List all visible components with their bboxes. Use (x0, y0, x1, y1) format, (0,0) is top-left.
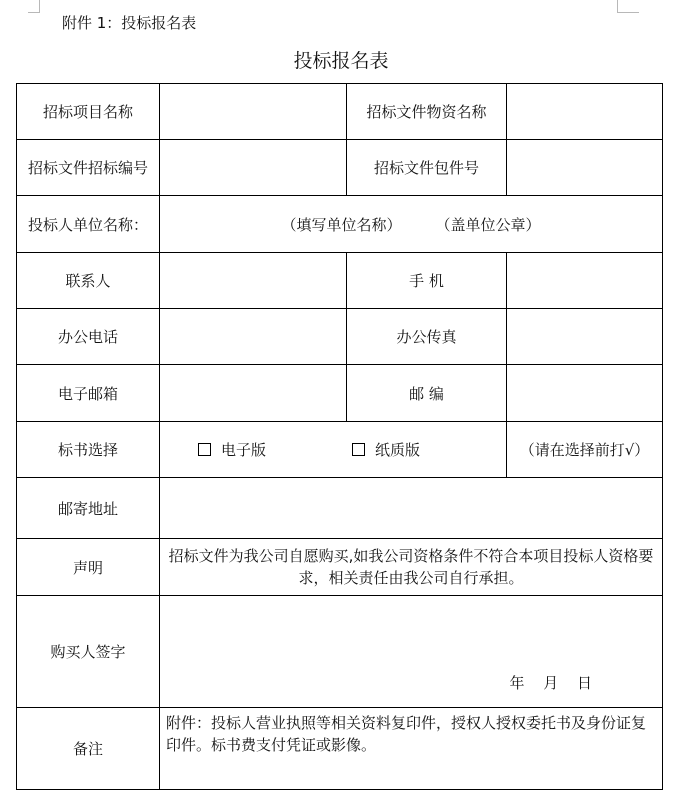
doc-package-field[interactable] (507, 140, 663, 196)
annex-label: 附件 1：投标报名表 (62, 14, 197, 32)
table-row (17, 140, 663, 196)
doc-number-label: 招标文件招标编号 (17, 140, 160, 196)
table-row (17, 196, 663, 253)
option-paper-label: 纸质版 (375, 441, 421, 459)
remarks-label: 备注 (17, 708, 160, 790)
option-electronic[interactable] (198, 439, 266, 460)
crop-mark-top-left-vertical (39, 0, 40, 12)
bidder-hint-seal: （盖单位公章） (435, 215, 541, 234)
bid-format-label: 标书选择 (17, 422, 160, 478)
table-row (17, 422, 663, 478)
table-row (17, 365, 663, 422)
postcode-label: 邮 编 (347, 365, 507, 422)
table-row (17, 253, 663, 309)
choice-hint: （请在选择前打√） (507, 422, 663, 478)
contact-label: 联系人 (17, 253, 160, 309)
mail-address-field[interactable] (160, 478, 663, 539)
signature-label: 购买人签字 (17, 596, 160, 708)
doc-package-label: 招标文件包件号 (347, 140, 507, 196)
signature-field[interactable] (160, 596, 663, 708)
option-electronic-label: 电子版 (221, 441, 267, 459)
project-name-field[interactable] (160, 84, 347, 140)
mobile-field[interactable] (507, 253, 663, 309)
email-label: 电子邮箱 (17, 365, 160, 422)
bidder-hint-fill: （填写单位名称） (281, 215, 402, 234)
signature-date: 年 月 日 (509, 674, 592, 692)
postcode-field[interactable] (507, 365, 663, 422)
crop-mark-top-left-horizontal (28, 12, 40, 13)
form-title: 投标报名表 (293, 50, 389, 72)
doc-material-label: 招标文件物资名称 (347, 84, 507, 140)
bidder-name-label: 投标人单位名称： (17, 196, 160, 253)
electronic-checkbox[interactable] (198, 443, 211, 456)
email-field[interactable] (160, 365, 347, 422)
table-row (17, 708, 663, 790)
statement-label: 声明 (17, 539, 160, 596)
table-row (17, 84, 663, 140)
registration-form-table (16, 83, 663, 790)
remarks-text: 附件：投标人营业执照等相关资料复印件，授权人授权委托书及身份证复印件。标书费支付凭证或影像。 (160, 708, 663, 790)
table-row (17, 596, 663, 708)
project-name-label: 招标项目名称 (17, 84, 160, 140)
paper-checkbox[interactable] (352, 443, 365, 456)
doc-number-field[interactable] (160, 140, 347, 196)
table-row (17, 309, 663, 365)
office-phone-field[interactable] (160, 309, 347, 365)
statement-text: 招标文件为我公司自愿购买,如我公司资格条件不符合本项目投标人资格要求，相关责任由我公司自行承担。 (160, 539, 663, 596)
mobile-label: 手 机 (347, 253, 507, 309)
doc-material-field[interactable] (507, 84, 663, 140)
crop-mark-top-right-vertical (617, 0, 618, 12)
option-paper[interactable] (352, 439, 420, 460)
office-fax-field[interactable] (507, 309, 663, 365)
contact-field[interactable] (160, 253, 347, 309)
bidder-name-field[interactable] (160, 196, 663, 253)
crop-mark-top-right-horizontal (617, 12, 639, 13)
mail-address-label: 邮寄地址 (17, 478, 160, 539)
table-row (17, 478, 663, 539)
office-phone-label: 办公电话 (17, 309, 160, 365)
table-row (17, 539, 663, 596)
bid-format-options (160, 422, 507, 478)
office-fax-label: 办公传真 (347, 309, 507, 365)
